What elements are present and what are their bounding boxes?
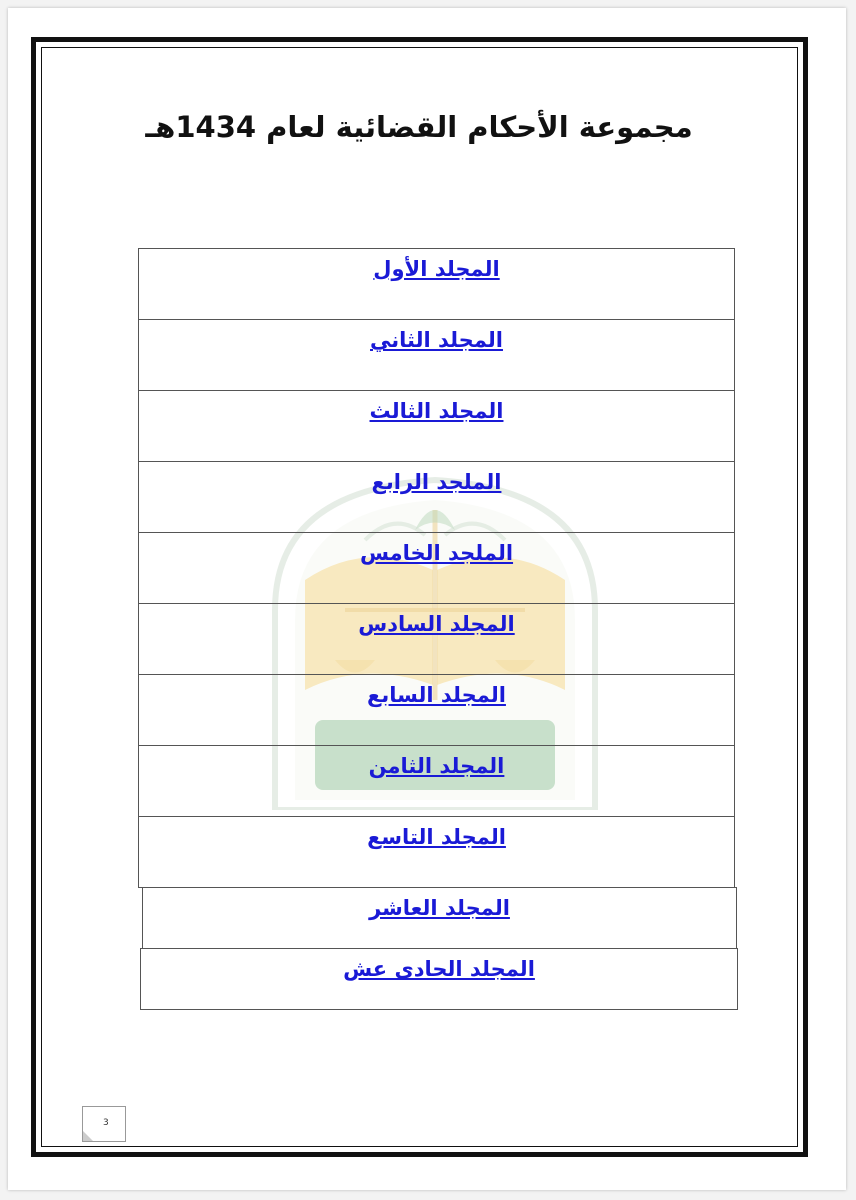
- volume-link-7[interactable]: المجلد السابع: [367, 683, 506, 707]
- page-number-box: [82, 1106, 126, 1142]
- table-row: [138, 319, 735, 391]
- volume-link-5[interactable]: الملجد الخامس: [359, 541, 514, 565]
- table-row: [138, 816, 735, 888]
- volume-link-1[interactable]: المجلد الأول: [373, 257, 500, 281]
- volume-link-9[interactable]: المجلد التاسع: [367, 825, 506, 849]
- table-row: [138, 248, 735, 320]
- volume-link-10[interactable]: المجلد العاشر: [369, 896, 510, 920]
- page-fold-icon: [83, 1131, 93, 1141]
- volume-link-11[interactable]: المجلد الحادى عش: [343, 957, 535, 981]
- volume-link-3[interactable]: المجلد الثالث: [369, 399, 504, 423]
- page-title: مجموعة الأحكام القضائية لعام 1434هـ: [145, 110, 693, 144]
- table-row: [138, 532, 735, 604]
- table-row: [142, 887, 737, 949]
- volume-link-8[interactable]: المجلد الثامن: [368, 754, 505, 778]
- volume-link-6[interactable]: المجلد السادس: [358, 612, 515, 636]
- page-number: 3: [103, 1118, 109, 1128]
- volume-link-2[interactable]: المجلد الثاني: [370, 328, 503, 352]
- table-row: [138, 461, 735, 533]
- table-row: [138, 603, 735, 675]
- volume-link-4[interactable]: الملجد الرابع: [371, 470, 502, 494]
- table-row: [138, 745, 735, 817]
- table-row: [138, 674, 735, 746]
- table-row: [138, 390, 735, 462]
- table-row: [140, 948, 738, 1010]
